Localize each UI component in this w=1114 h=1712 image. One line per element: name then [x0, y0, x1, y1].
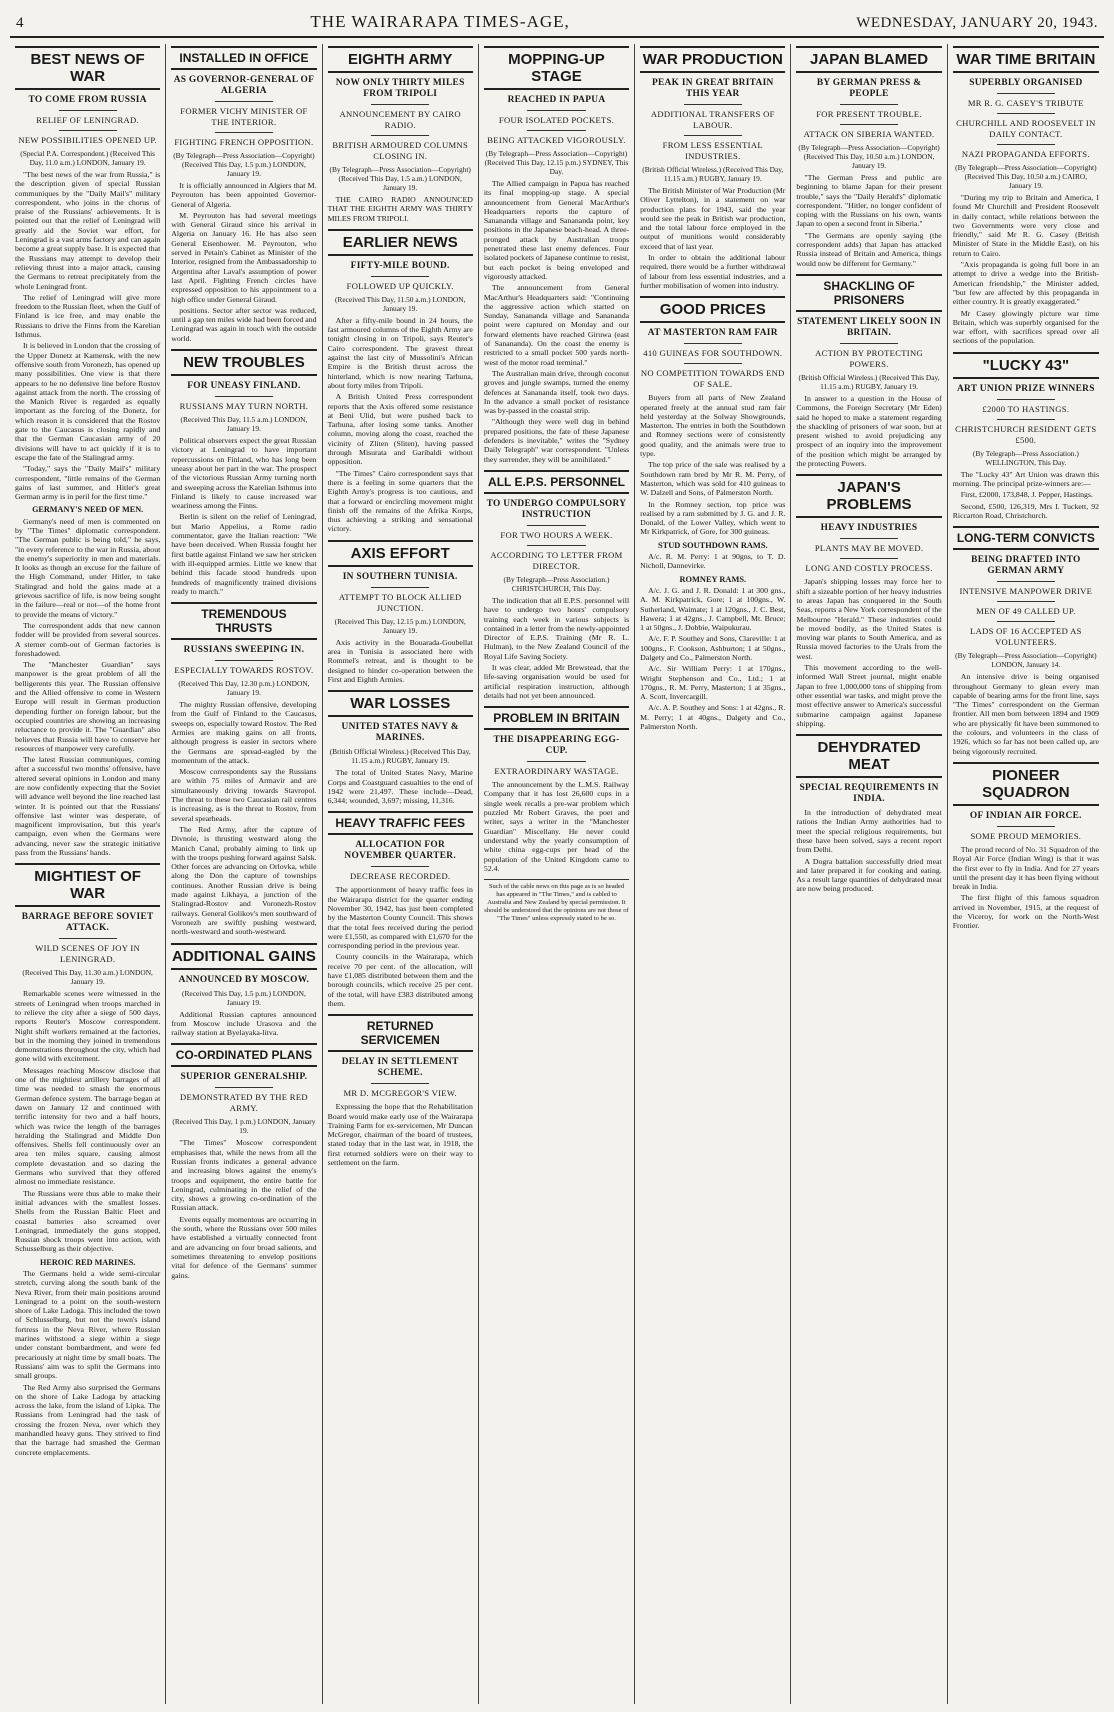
article-subheadline: 410 GUINEAS FOR SOUTHDOWN. — [643, 348, 783, 359]
article-paragraph: The relief of Leningrad will give more freedom to the Russian fleet, when the Gulf of Finland is ice free, and may enable the Russians to drive the Finns from the Karelian Isthmus. — [15, 292, 161, 340]
headline-rule — [215, 1087, 273, 1088]
article-subheadline: NOW ONLY THIRTY MILES FROM TRIPOLI — [335, 78, 465, 99]
article-paragraph: Remarkable scenes were witnessed in the streets of Leningrad when troops marched in to relieve the city after a siege of 500 days, reports Reuter's Moscow correspondent. Night shift workers remained at the factories, but in the morning they joined in tremendous demonstrations throughout the city, which had gone wild with excitement. — [15, 989, 161, 1064]
article-subheadline: FOR UNEASY FINLAND. — [187, 381, 301, 392]
section-subhead: HEROIC RED MARINES. — [39, 1257, 136, 1267]
column-2 — [166, 44, 322, 1704]
article-subheadline: BEING ATTACKED VIGOROUSLY. — [487, 135, 626, 145]
article — [953, 46, 1099, 346]
article — [15, 46, 160, 857]
sale-section-heading: ROMNEY RAMS. — [679, 574, 747, 584]
article-headline: PROBLEM IN BRITAIN — [484, 706, 629, 730]
headline-rule — [527, 110, 585, 111]
headline-rule — [371, 135, 429, 136]
article-subheadline: CHURCHILL AND ROOSEVELT IN DAILY CONTACT. — [956, 118, 1096, 139]
article-paragraph: The apportionment of heavy traffic fees in the Wairarapa district for the quarter ending November 30, 1942, has just been completed by the Masterton County Council. This shows that the total fees received during the period were £1,550, as compared with £1,670 for the corresponding period in the previous year. — [327, 885, 473, 951]
headline-rule — [684, 104, 742, 105]
article-subheadline: THE DISAPPEARING EGG-CUP. — [493, 735, 620, 757]
headline-rule — [215, 396, 273, 397]
article-body — [171, 700, 316, 936]
article-paragraph: "Axis propaganda is going full bore in an attempt to drive a wedge into the British-American friendship," the Minister added, "but few are affected by this propaganda in either country. It is greatly exaggerated." — [952, 260, 1099, 307]
article-paragraph: The Russians were thus able to make their initial advances with the smallest losses. Shells from the Russian Baltic Fleet and coastal batteries also screamed over Leningrad, immediately the guns stopped, Russian shock troops went into action, with Schusselburg as their objective. — [15, 1188, 161, 1254]
article-headline: MOPPING-UP STAGE — [484, 46, 629, 90]
article-subheadline: ALLOCATION FOR NOVEMBER QUARTER. — [344, 840, 456, 862]
article-paragraph: A Dogra battalion successfully dried meat and later prepared it for cooking and eating. As a result large quantities of dehydrated meat are now being produced. — [796, 856, 942, 894]
article-subheadline: INTENSIVE MANPOWER DRIVE — [959, 586, 1093, 597]
article-body — [171, 181, 316, 343]
article-body — [328, 768, 473, 805]
article-subheadline: REACHED IN PAPUA — [507, 95, 606, 105]
article-body — [953, 470, 1099, 520]
headline-rule — [527, 130, 585, 131]
headline-rule — [997, 826, 1056, 827]
article-subheadline: £2000 TO HASTINGS. — [982, 403, 1070, 414]
article-subheadline: WILD SCENES OF JOY IN LENINGRAD. — [35, 943, 141, 965]
article-paragraph: In the introduction of dehydrated meat rations the Indian Army authorities had to meet the special religious requirements, but these have been solved, says a recent report from Delhi. — [796, 808, 942, 855]
article-subheadline: FORMER VICHY MINISTER OF THE INTERIOR. — [180, 106, 308, 127]
article-subheadline: CHRISTCHURCH RESIDENT GETS £500. — [955, 423, 1097, 445]
article-paragraph: The correspondent adds that new cannon fodder will be provided from several sources. A sterner comb-out of German factories is foreshadowed. — [15, 620, 161, 658]
article-body — [484, 596, 629, 700]
article-headline: MIGHTIEST OF WAR — [15, 863, 160, 907]
article-paragraph: In answer to a question in the House of Commons, the Foreign Secretary (Mr Eden) said he hoped to make a statement regarding the shackling of prisoners of war soon, but at present wished to avoid prejudicing any prospect of an inquiry into the improvement of the position which might be arranged by the protecting Powers. — [796, 393, 942, 469]
article-subheadline: FIFTY-MILE BOUND. — [350, 260, 450, 271]
article — [171, 1043, 316, 1279]
headline-rule — [527, 761, 585, 762]
article-subheadline: PLANTS MAY BE MOVED. — [814, 543, 924, 554]
article-headline: JAPAN BLAMED — [796, 46, 941, 73]
article-subheadline: BARRAGE BEFORE SOVIET ATTACK. — [21, 912, 154, 934]
article-body — [171, 1138, 316, 1279]
article-paragraph: The mighty Russian offensive, developing from the Gulf of Finland to the Caucasus, sweeps on, especially toward Rostov. The Red Armies are making gains on all fronts, although progress is easier in sectors where the Germans are spread-eagled by the momentum of the attack. — [171, 700, 317, 765]
column-1 — [10, 44, 166, 1704]
article-paragraph: Axis activity in the Bouarada-Goubellat area in Tunisia is associated here with Rommel's retreat, and is thought to be designed to hinder co-operation between the First and Eighth Armies. — [327, 637, 473, 684]
article-paragraph: The "Manchester Guardian" says manpower is the great problem of all the belligerents this year. The Russian offensive and the Allied offensive to come in Western Europe will result in German production depending further on foreign labour, but the occupied countries are showing an increasing reluctance to provide it. The "Guardian" also believes that Russia will have to conserve her resources of manpower very carefully. — [15, 660, 161, 753]
article — [171, 602, 316, 936]
article-headline: SHACKLING OF PRISONERS — [796, 274, 941, 312]
headline-rule — [997, 581, 1056, 582]
article-paragraph: Buyers from all parts of New Zealand operated freely at the annual stud ram fair held yesterday at the Solway Showgrounds, Masterton. The entries in both the Southdown and Romney sections were of consistently good quality, and the animals were true to type. — [640, 393, 786, 459]
article — [640, 296, 785, 731]
article-body — [796, 577, 941, 728]
article-dateline: (By Telegraph—Press Association—Copyright) (Received This Day, 10.50 a.m.) LONDON, January 19. — [798, 143, 940, 170]
article-paragraph: In the Romney section, top price was realised by a ram submitted by J. G. and J. R. Donald, of the Lower Valley, which went to Mr Kirkpatrick, of Gore, for 300 guineas. — [640, 499, 786, 537]
newspaper-title: THE WAIRARAPA TIMES-AGE, — [310, 12, 570, 31]
article-headline: RETURNED SERVICEMEN — [328, 1014, 473, 1052]
article-paragraph: "The Times" Cairo correspondent says that there is a feeling in some quarters that the Eighth Army's progress is too cautious, and that a forward or encircling movement might finish off the remains of the Afrika Korps, thus achieving a striking and sensational victory. — [327, 468, 473, 534]
article-paragraph: The latest Russian communiques, coming after a successful two months' offensive, have altered several opinions in London and many are now confidently expecting that the Soviet will advance well beyond the line reached last winter. It is pointed out that the Russians' offensive last winter was desperate, of magnificent improvisation, but this year's campaign, even when the Germans were advancing, never saw the strategic initiative pass from the Russians' hands. — [15, 755, 161, 858]
article-body — [328, 885, 473, 1008]
article-dateline: (Received This Day, 1 p.m.) LONDON, January 19. — [172, 1117, 316, 1136]
article-paragraph: THE CAIRO RADIO ANNOUNCED THAT THE EIGHTH ARMY WAS THIRTY MILES FROM TRIPOLI. — [327, 195, 473, 223]
article-headline: CO-ORDINATED PLANS — [171, 1043, 316, 1067]
article-subheadline: NEW POSSIBILITIES OPENED UP. — [18, 135, 157, 145]
issue-date: WEDNESDAY, JANUARY 20, 1943. — [856, 15, 1098, 31]
article-paragraph: The indication that all E.P.S. personnel will have to undergo two hours' compulsory training each week in various subjects is contained in a letter from the newly-appointed Director of E.P.S. Training (Mr R. L. Hulman), to the New Zealand Council of the Royal Life Saving Society. — [483, 595, 630, 661]
article-paragraph: It is believed in London that the crossing of the Upper Donetz at Kamensk, with the new offensive south from Voronezh, has opened up many possibilities. One view is that there appears to be no defensive line before Rostov against attack from the north. The crossing of the Manich River is regarded as equally important as the forcing of the Donetz, for which reason it is considered that the Rostov gate to the Caucasus is closing rapidly and that the German Caucasian army of 20 divisions will have to act quickly if it is to escape the fate of the Stalingrad army. — [15, 341, 161, 462]
headline-rule — [997, 601, 1056, 602]
article-paragraph: The announcement by the L.M.S. Railway Company that it has lost 26,600 cups in a single week recalls a pre-war problem which puzzled Mr Robert Graves, the poet and writer, says a writer in the "Manchester Guardian" Miscellany. He never could understand why the yearly consumption of white china egg-cups per head of the population of the United Kingdom came to 52.4. — [483, 780, 630, 873]
headline-rule — [527, 525, 585, 526]
article-dateline: (British Official Wireless.) (Received This Day, 11.15 a.m.) RUGBY, January 19. — [329, 747, 471, 766]
article-subheadline: LADS OF 16 ACCEPTED AS VOLUNTEERS. — [970, 626, 1082, 648]
article-paragraph: Moscow correspondents say the Russians are within 75 miles of Armavir and are simultaneously driving towards Stavropol. The threat to these two Caucasian rail centres is increasing, as is the threat to Rostov, from several spearheads. — [171, 767, 317, 823]
article-body — [796, 394, 941, 468]
article-headline: EARLIER NEWS — [328, 229, 473, 256]
article-subheadline: ANNOUNCED BY MOSCOW. — [178, 974, 310, 985]
headline-rule — [997, 419, 1056, 420]
article-paragraph: A British United Press correspondent reports that the Axis offered some resistance at Beni Ulid, but were pushed back to Tarhuna, after losing some tanks. Another column, moving along the coast, reached the vicinity of Zliten (Sliten), having passed through Misurata and Garibaldi without opposition. — [327, 392, 473, 467]
article — [328, 540, 473, 684]
article-paragraph: Additional Russian captures announced from Moscow include Urasova and the railway station at Byelayaka-litva. — [171, 1009, 317, 1038]
article — [953, 352, 1099, 520]
article-paragraph: "The Germans are openly saying (the correspondent adds) that Japan has attacked Russia instead of Britain and America, things would now be different for Germany." — [796, 230, 942, 268]
headline-rule — [371, 276, 429, 277]
headline-rule — [997, 399, 1056, 400]
article-headline: ALL E.P.S. PERSONNEL — [484, 470, 629, 494]
article-subheadline: STATEMENT LIKELY SOON IN BRITAIN. — [797, 316, 941, 338]
headline-rule — [840, 558, 898, 559]
article — [15, 863, 160, 1457]
sale-result: A/c. F. P. Southey and Sons, Clareville: 1 at 100gns., F. Cookson, Ashburton; 1 at 50gns., Dalgety and Co., Palmerston North. — [640, 634, 786, 662]
article — [796, 274, 941, 468]
article-paragraph: Political observers expect the great Russian victory at Leningrad to have important repercussions on Finland, who has long been uneasy about her part in the war. The prospect of the victorious Russian Army turning north and sweeping across the Karelian Isthmus into Finland is likely to cause increased war weariness among the Finns. — [171, 436, 317, 511]
article-paragraph: The Red Army also surprised the Germans on the shore of Lake Ladoga by attacking across the lake, from the island of Lipka. The Russians from Leningrad had the task of crossing the frozen Neva, over which they manhandled heavy guns. They strived to find that the barrage had smashed the German concrete emplacements. — [15, 1382, 161, 1457]
article-dateline: (Special P.A. Correspondent.) (Received This Day, 11.0 a.m.) LONDON, January 19. — [20, 149, 155, 167]
article-paragraph: "During my trip to Britain and America, I found Mr Churchill and President Roosevelt in daily contact, while relations between the two Governments were very close and friendly," said Mr R. G. Casey (British Minister of State in the Middle East), on his return to Cairo. — [952, 193, 1099, 258]
article-dateline: (By Telegraph—Press Association—Copyright) LONDON, January 14. — [955, 651, 1097, 670]
headline-rule — [215, 132, 273, 133]
article-subheadline: SPECIAL REQUIREMENTS IN INDIA. — [799, 783, 939, 805]
article — [640, 46, 785, 290]
article-paragraph: County councils in the Wairarapa, which receive 70 per cent. of the allocation, will have £1,085 distributed between them and the borough councils, which receive 25 per cent. of the total, will have £383 distributed among them. — [327, 952, 473, 1008]
article-paragraph: Berlin is silent on the relief of Leningrad, but Mario Appelius, a Rome radio commentator, gave the Italian reaction: "We have been deceived. When Russia fought her first battle against Finland we saw her stricken with ill-equipped armies. Little we knew that behind this facade stood hundreds upon hundreds of magnificently trained divisions ready to march." — [171, 512, 317, 596]
sale-section-heading: STUD SOUTHDOWN RAMS. — [657, 540, 768, 550]
article — [796, 46, 941, 268]
article-subheadline: ATTACK ON SIBERIA WANTED. — [803, 129, 935, 139]
article-subheadline: MR D. MCGREGOR'S VIEW. — [343, 1088, 457, 1099]
article-body — [953, 672, 1099, 756]
column-6 — [791, 44, 947, 1704]
article-body — [328, 316, 473, 534]
section-subhead: GERMANY'S NEED OF MEN. — [32, 505, 144, 515]
article-subheadline: IN SOUTHERN TUNISIA. — [342, 571, 458, 582]
article-dateline: (Received This Day, 11.50 a.m.) LONDON, January 19. — [334, 294, 466, 313]
sale-result: A/c. J. G. and J. R. Donald: 1 at 300 gns., A. M. Kirkpatrick, Gore; 1 at 100gns., W. Sutherland, Waimate; 1 at 120gns., J. C. Best, Hawera; 1 at 42gns., J. Campbell, Mt. Bruce; 1 at 50gns., J. Dobbie, Waipukurau. — [640, 585, 786, 633]
article-subheadline: BY GERMAN PRESS & PEOPLE — [816, 78, 922, 99]
article-subheadline: TO UNDERGO COMPULSORY INSTRUCTION — [486, 498, 627, 520]
headline-rule — [371, 1083, 429, 1084]
article-subheadline: LONG AND COSTLY PROCESS. — [805, 563, 933, 574]
column-5 — [635, 44, 791, 1704]
article-body — [640, 186, 785, 290]
cable-copyright-note: Such of the cable news on this page as is so headed has appeared in "The Times," and is cabled to Australia and New Zealand by special permission. It should be understood that the opinions are not those of "The Times" unless expressly stated to be so. — [484, 879, 629, 923]
article-paragraph: It was clear, added Mr Brewstead, that the life-saving organisation would be used for artificial respiration instruction, although details had not yet been announced. — [483, 662, 630, 700]
article-body — [953, 845, 1099, 931]
article-headline: JAPAN'S PROBLEMS — [796, 474, 941, 518]
article-body — [15, 170, 160, 857]
article-paragraph: Germany's need of men is commented on by "The Times" diplomatic correspondent. "The German public is being told," he says, "in every reference to the war in Russia, about the enemy's superiority in men and materials. It looks as though an excuse for the failure of the High Command, under Hitler, to take Stalingrad and hold the gains made at a grievous sacrifice of life, is now being sought in the failure—real or not—of the home front to provide the means of victory." — [15, 516, 161, 619]
article-body — [328, 195, 473, 223]
article-headline: PIONEER SQUADRON — [953, 762, 1099, 806]
article-dateline: (British Official Wireless.) (Received This Day, 11.15 a.m.) RUGBY, January 19. — [642, 165, 784, 183]
article-paragraph: "The best news of the war from Russia," is the description given of special Russian communiques by the "Daily Mail's" military correspondent, who joins in the chorus of praise of the Russians' achievements. It is pointed out that the relief of Leningrad will greatly aid the Soviet war effort, for Leningrad is a vast arms factory and can again become a great supply base. It is expected that the Russians may attempt to develop their relieving thrust into a major attack, causing the Germans to retreat precipitately from the whole Leningrad front. — [15, 170, 161, 291]
article-paragraph: Messages reaching Moscow disclose that one of the mightiest artillery barrages of all time was needed to smash the enormous German defence system. The barrage began at dawn on January 12 and continued with terrific intensity for two and a half hours, which was twice the length of the barrages heralding the Stalingrad and Middle Don offensives. Shells fell continuously over an area ten miles square, causing almost complete devastation and so dazing the Germans who survived that they offered almost no immediate resistance. — [15, 1065, 161, 1187]
article-headline: INSTALLED IN OFFICE — [171, 46, 316, 70]
article — [796, 474, 941, 728]
article-subheadline: FOR TWO HOURS A WEEK. — [500, 529, 613, 540]
headline-rule — [215, 660, 273, 661]
article-paragraph: The Allied campaign in Papua has reached its final mopping-up stage. A special announcement from General MacArthur's Headquarters reports the capture of Sanananda village and Sanananda point, key positions in the Japanese beach-head. A three-pronged attack by Australian troops penetrated these last enemy defences. Four isolated pockets of Japanese continue to resist, but each pocket is being enveloped and vigorously attacked. — [483, 179, 630, 281]
article-subheadline: ADDITIONAL TRANSFERS OF LABOUR. — [650, 109, 775, 130]
headline-rule — [997, 144, 1056, 145]
article-headline: "LUCKY 43" — [953, 352, 1099, 379]
article-headline: WAR TIME BRITAIN — [953, 46, 1099, 73]
column-3 — [323, 44, 479, 1704]
article-subheadline: SOME PROUD MEMORIES. — [970, 830, 1082, 841]
article-headline: ADDITIONAL GAINS — [171, 943, 316, 970]
article-paragraph: The first flight of this famous squadron arrived in November, 1915, at the request of the Viceroy, for work on the North-West Frontier. — [952, 893, 1099, 931]
article-body — [15, 989, 160, 1457]
article-paragraph: "Although they were well dug in behind prepared positions, the fate of these Japanese defenders is inevitable," writes the "Sydney Daily Telegraph" war correspondent. "Unless they surrender, they will be annihilated." — [483, 417, 630, 464]
headline-rule — [527, 545, 585, 546]
article-dateline: (Received This Day, 11.30 a.m.) LONDON, January 19. — [22, 968, 153, 987]
page-number: 4 — [16, 15, 24, 31]
article — [171, 46, 316, 343]
article-subheadline: PEAK IN GREAT BRITAIN THIS YEAR — [651, 78, 774, 99]
article-subheadline: UNITED STATES NAVY & MARINES. — [341, 722, 459, 744]
article-paragraph: M. Peyrouton has had several meetings with General Giraud since his arrival in Algeria on January 16. He has also seen General Eisenhower. M. Peyrouton, who served in Petain's Cabinet as Minister of the Interior, resigned from the Ambassadorship to Argentina after Laval's assumption of power last April. Fighting French circles have expressed opposition to his appointment to a high office under General Giraud. — [171, 210, 317, 304]
article-paragraph: The announcement from General MacArthur's Headquarters said: "Continuing the aggressive action which started on Sunday, Sanananda village and Sanananda point were captured on Monday and our forward elements have reached Giruwa (east of Sanananda). On the coast the enemy is restricted to a small pocket 500 yards north-west of the motor road terminal." — [483, 283, 630, 367]
headline-rule — [840, 124, 898, 125]
article-dateline: (Received This Day, 1.5 p.m.) LONDON, January 19. — [182, 988, 306, 1007]
article-dateline: (Received This Day, 12.15 p.m.) LONDON, January 19. — [334, 616, 466, 635]
headline-rule — [59, 110, 117, 111]
article-paragraph: The Red Army, after the capture of Divnoie, is thrusting westward along the Manich Canal, probably aiming to link up with the troops pushing forward against Salsk. Other forces are advancing on Orlovka, while along the Don the capture of townships continues. Another Russian drive is being made against Likhaya, a junction of the Stalingrad-Rostov and Voronezh-Rostov railways. General Golikov's men southward of Voronezh are swiftly pushing westward, north-westward and south-westward. — [171, 824, 317, 937]
article — [484, 470, 629, 700]
article — [484, 46, 629, 464]
article-subheadline: OF INDIAN AIR FORCE. — [969, 810, 1082, 821]
article-paragraph: In order to obtain the additional labour required, there would be a further withdrawal of labour from less essential industries, and a further mobilisation of women into industry. — [640, 253, 786, 290]
article-subheadline: MR R. G. CASEY'S TRIBUTE — [967, 98, 1084, 108]
article-headline: HEAVY TRAFFIC FEES — [328, 811, 473, 835]
article-paragraph: This movement according to the well-informed Wall Street journal, might enable Japan to free 1,000,000 tons of shipping from other essential war tasks, and might prove the most effective answer to America's successful submarine campaign against Japanese shipping. — [796, 663, 942, 728]
article-headline: AXIS EFFORT — [328, 540, 473, 567]
article-dateline: (By Telegraph—Press Association—Copyright) (Received This Day, 12.15 p.m.) SYDNEY, This Day. — [484, 149, 629, 176]
sale-result: A/c. Sir William Perry: 1 at 170gns., Wright Stephenson and Co., Ltd.; 1 at 170gns., R. M. Perry, Masterton; 1 at 35gns., A. Scott, Invercargill. — [640, 664, 786, 702]
article-paragraph: An intensive drive is being organised throughout Germany to glean every man capable of bearing arms for the front line, says "The Times" correspondent on the German frontier. All men born between 1894 and 1909 who are physically fit have been summoned to the colours, and volunteers in the class of 1926, which so far has not been called up, are being vigorously recruited. — [952, 672, 1099, 756]
article-body — [484, 179, 629, 464]
article — [328, 229, 473, 534]
article-paragraph: The top price of the sale was realised by a Southdown ram bred by Mr R. M. Perry, of Masterton, which was sold for 410 guineas to W. Dalzell and Sons, of Palmerston North. — [640, 460, 786, 498]
article-paragraph: "The German Press and public are beginning to blame Japan for their present trouble," says the "Daily Herald's" diplomatic correspondent. "Hitler, no longer confident of coping with the Russians on his own, wants Japan to open a second front in Siberia." — [796, 173, 942, 229]
article-dateline: (By Telegraph—Press Association.) WELLINGTON, This Day. — [972, 448, 1079, 467]
article-subheadline: ART UNION PRIZE WINNERS — [956, 383, 1095, 394]
headline-rule — [684, 363, 742, 364]
article-subheadline: DECREASE RECORDED. — [349, 871, 451, 882]
article-subheadline: RUSSIANS SWEEPING IN. — [183, 645, 305, 656]
headline-rule — [684, 135, 742, 136]
article-subheadline: ACCORDING TO LETTER FROM DIRECTOR. — [490, 549, 623, 571]
article-subheadline: BRITISH ARMOURED COLUMNS CLOSING IN. — [332, 140, 469, 161]
article — [484, 706, 629, 873]
columns — [10, 44, 1104, 1704]
headline-rule — [215, 101, 273, 102]
headline-rule — [997, 113, 1056, 114]
article — [328, 690, 473, 805]
article-subheadline: EXTRAORDINARY WASTAGE. — [494, 766, 619, 777]
article-subheadline: AT MASTERTON RAM FAIR — [647, 328, 778, 339]
article-paragraph: Japan's shipping losses may force her to shift a sizeable portion of her heavy industries to areas Japan has conquered in the South Seas, reports a New York correspondent of the Melbourne "Herald." These industries could be moved bodily, as the United States is moving war plants to South America, and as Russia moved factories to the Urals from the west. — [796, 577, 942, 661]
headline-rule — [840, 538, 898, 539]
article-paragraph: The proud record of No. 31 Squadron of the Royal Air Force (Indian Wing) is that it was the first ever to fly in India. And for 27 years until the present day it has been flying without break in India. — [952, 844, 1099, 892]
article — [328, 811, 473, 1008]
article-body — [953, 193, 1099, 346]
article-subheadline: HEAVY INDUSTRIES — [820, 523, 918, 534]
article-paragraph: After a fifty-mile bound in 24 hours, the fast armoured columns of the Eighth Army are tonight closing in on Tripoli, says Reuter's Cairo correspondent. The gravest threat against the last city of Mussolini's African Empire is the British thrust across the hinterland, which is now nearing Tarhuna, about forty miles from Tripoli. — [327, 315, 473, 390]
article-paragraph: "Today," says the "Daily Mail's" military correspondent, "little remains of the German gains of last summer, and Hitler's great German army is in peril for the first time." — [15, 464, 161, 502]
article-subheadline: ACTION BY PROTECTING POWERS. — [815, 347, 923, 369]
article-subheadline: ESPECIALLY TOWARDS ROSTOV. — [174, 665, 314, 676]
article-dateline: (By Telegraph—Press Association—Copyright) (Received This Day, 1.5 p.m.) LONDON, January 19. — [173, 151, 315, 178]
article-paragraph: The British Minister of War Production (Mr Oliver Lyttelton), in a statement on war production plans for 1943, said the year would see the peak in British war production, and the total labour force employed in the output of munitions would considerably exceed that of last year. — [640, 186, 786, 251]
article-body — [796, 808, 941, 894]
article-subheadline: FOUR ISOLATED POCKETS. — [498, 115, 615, 125]
headline-rule — [371, 104, 429, 105]
article-subheadline: DEMONSTRATED BY THE RED ARMY. — [179, 1092, 308, 1114]
article-subheadline: FOR PRESENT TROUBLE. — [816, 109, 922, 119]
article-subheadline: DELAY IN SETTLEMENT SCHEME. — [341, 1057, 459, 1079]
article-body — [171, 436, 316, 596]
headline-rule — [840, 343, 898, 344]
article-paragraph: The Australian main drive, through coconut groves and jungle swamps, turned the enemy defences at Sanananda itself, took two days. In the advance a small pocket of resistance was by-passed in the coastal strip. — [483, 368, 630, 416]
headline-rule — [997, 621, 1056, 622]
article-headline: NEW TROUBLES — [171, 349, 316, 376]
article-subheadline: MEN OF 49 CALLED UP. — [976, 606, 1076, 617]
article-dateline: (By Telegraph—Press Association—Copyright) (Received This Day, 1.5 a.m.) LONDON, January 19. — [329, 165, 471, 192]
article-paragraph: It is officially announced in Algiers that M. Peyrouton has been appointed Governor-General of Algeria. — [171, 181, 317, 209]
headline-rule — [371, 866, 429, 867]
article-headline: WAR LOSSES — [328, 690, 473, 717]
article-subheadline: TO COME FROM RUSSIA — [28, 95, 147, 105]
article-subheadline: NAZI PROPAGANDA EFFORTS. — [961, 149, 1090, 159]
article-subheadline: FOLLOWED UP QUICKLY. — [346, 280, 454, 291]
article-subheadline: RUSSIANS MAY TURN NORTH. — [179, 401, 309, 412]
article — [953, 526, 1099, 756]
article — [171, 349, 316, 596]
article-dateline: (Received This Day, 11.5 a.m.) LONDON, January 19. — [180, 415, 308, 434]
article-subheadline: FROM LESS ESSENTIAL INDUSTRIES. — [662, 140, 763, 161]
article-paragraph: "The Times" Moscow correspondent emphasises that, while the news from all the Russian fronts indicates a general advance and increasing blows against the enemy's troops and equipment, the entire battle for Leningrad, culminating in the relief of the city, shows a growing co-ordination of the Russian attack. — [171, 1138, 317, 1213]
article-paragraph: The total of United States Navy, Marine Corps and Coastguard casualties to the end of 1942 were 21,497. These include—Dead, 6,344; wounded, 3,697; missing, 11,316. — [327, 768, 473, 806]
article-headline: LONG-TERM CONVICTS — [953, 526, 1099, 550]
column-7 — [948, 44, 1104, 1704]
article-body — [484, 780, 629, 873]
article-paragraph: Expressing the hope that the Rehabilitation Board would make early use of the Wairarapa Training Farm for ex-servicemen, Mr Duncan McGregor, chairman of the board of trustees, stated today that in the last war, in 1918, the first returned soldiers were on their way to settlement on the farm. — [327, 1102, 473, 1168]
masthead — [10, 12, 1104, 38]
article-headline: EIGHTH ARMY — [328, 46, 473, 73]
article-subheadline: ATTEMPT TO BLOCK ALLIED JUNCTION. — [338, 591, 462, 613]
article-subheadline: SUPERIOR GENERALSHIP. — [180, 1072, 308, 1083]
article-body — [640, 393, 785, 731]
article-subheadline: BEING DRAFTED INTO GERMAN ARMY — [971, 555, 1081, 577]
article-headline: BEST NEWS OF WAR — [15, 46, 160, 90]
article-dateline: (Received This Day, 12.30 p.m.) LONDON, January 19. — [178, 679, 310, 698]
article-subheadline: AS GOVERNOR-GENERAL OF ALGERIA — [173, 75, 315, 96]
article-paragraph: The "Lucky 43" Art Union was drawn this morning. The principal prize-winners are:— — [952, 469, 1099, 489]
headline-rule — [59, 130, 117, 131]
headline-rule — [840, 104, 898, 105]
sale-result: A/c. R. M. Perry: 1 at 90gns, to T. D. Nicholl, Dannevirke. — [640, 552, 786, 571]
article-subheadline: RELIEF OF LENINGRAD. — [36, 115, 139, 125]
article-paragraph: Events equally momentous are occurring in the south, where the Russians over 500 miles have established a virtually connected front and are advancing on four broad salients, and sometimes threatening to envelop positions vital for defence of the Germans' summer gains. — [171, 1214, 317, 1280]
headline-rule — [684, 343, 742, 344]
article-subheadline: SUPERBLY ORGANISED — [969, 78, 1083, 88]
article-subheadline: NO COMPETITION TOWARDS END OF SALE. — [640, 368, 785, 390]
headline-rule — [371, 587, 429, 588]
article-dateline: (By Telegraph—Press Association.) CHRISTCHURCH, This Day. — [503, 574, 610, 593]
article-paragraph: Mr Casey glowingly picture war time Britain, which was superbly organised for the war effort, with sacrifices spread over all sections of the population. — [952, 308, 1099, 346]
article-dateline: (British Official Wireless.) (Received This Day, 11.15 a.m.) RUGBY, January 19. — [798, 372, 940, 391]
article-subheadline: FIGHTING FRENCH OPPOSITION. — [174, 137, 314, 147]
article-dateline: (By Telegraph—Press Association—Copyright) (Received This Day, 10.50 a.m.) CAIRO, January 19. — [955, 163, 1097, 190]
article-body — [328, 1102, 473, 1167]
headline-rule — [997, 93, 1056, 94]
article-headline: GOOD PRICES — [640, 296, 785, 323]
headline-rule — [59, 938, 117, 939]
article — [328, 1014, 473, 1167]
article-body — [171, 1010, 316, 1038]
article-headline: TREMENDOUS THRUSTS — [171, 602, 316, 640]
article-paragraph: The Germans held a wide semi-circular stretch, curving along the south bank of the Neva River, from their main positions around Leningrad to a point on the south-western shore of Lake Ladoga. This included the town of Schlusselburg, but not the town's island fortress in the Neva River, where Russian marines withstood a siege within a siege under constant bombardment, and were fed precariously at night time by small boats. The Russians' aim was to split the Germans into small groups. — [15, 1268, 161, 1381]
article-paragraph: positions. Sector after sector was reduced, until a gap ten miles wide had been forced and Leningrad was again in touch with the outside world. — [171, 305, 317, 343]
sale-result: A/c. A. P. Southey and Sons: 1 at 42gns., R. M. Perry; 1 at 40gns., Dalgety and Co., Palmerston North. — [640, 703, 786, 732]
column-4 — [479, 44, 635, 1704]
article-headline: DEHYDRATED MEAT — [796, 734, 941, 778]
article — [953, 762, 1099, 931]
article — [171, 943, 316, 1038]
article — [328, 46, 473, 223]
article-paragraph: Second, £500, 126,319, Mrs I. Tuckett, 92 Riccarton Road, Christchurch. — [952, 501, 1099, 520]
article-subheadline: ANNOUNCEMENT BY CAIRO RADIO. — [339, 109, 461, 130]
article-body — [796, 173, 941, 268]
article-headline: WAR PRODUCTION — [640, 46, 785, 73]
article — [796, 734, 941, 894]
article-body — [328, 638, 473, 684]
article-paragraph: First, £2000, 173,848, J. Pepper, Hastings. — [960, 490, 1093, 500]
